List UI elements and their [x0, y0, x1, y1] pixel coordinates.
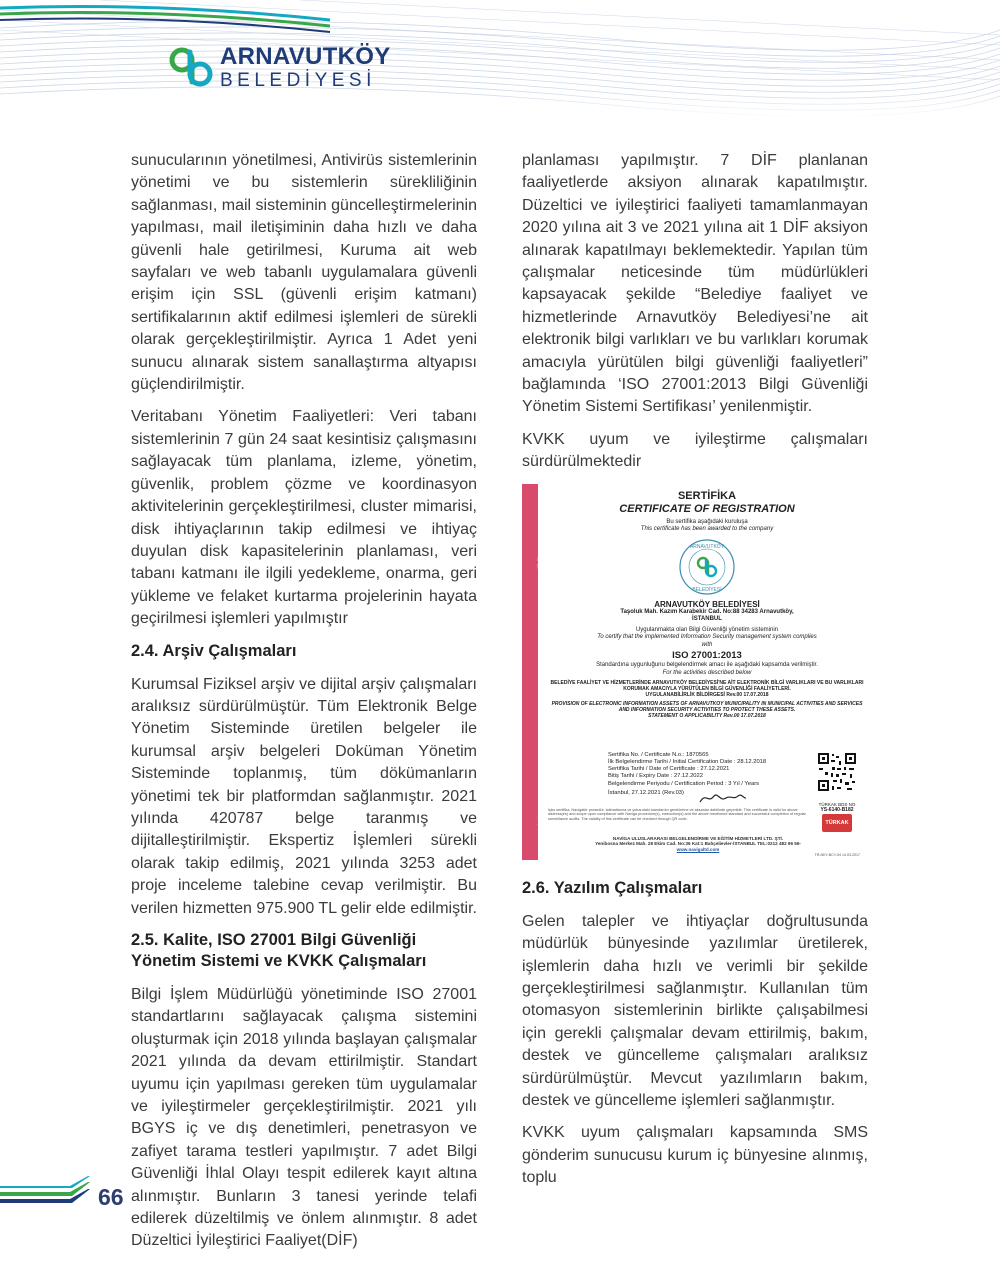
detail-value: 27.12.2022 — [673, 773, 703, 780]
logo-subtitle: BELEDİYESİ — [220, 69, 376, 91]
detail-value: 27.12.2021 — [700, 766, 730, 773]
certificate-detail-row — [608, 766, 798, 773]
header-band — [0, 0, 1000, 118]
certificate-side-strip — [522, 484, 544, 860]
detail-label: Belgelendirme Periyodu / Certification Period : — [608, 780, 727, 787]
paragraph: Gelen talepler ve ihtiyaçlar doğrultusunda müdürlük bünyesinde yazılımlar üretilerek, işlemlerin daha hızlı ve verimli bir şekilde gerçekleştirilmesi sağlanmıştır. Kullanılan tüm otomasyon sistemlerinin birlikte çalışabilmesi için gerekli çalışmalar devam ettirilmiş, bakım, destek ve güncelleme çalışmaları aralıksız sürdürülmüştür. Mevcut yazılımların bakım, destek ve güncelleme işlemleri sağlanmıştır. — [522, 912, 868, 1109]
seal-top-text: ARNAVUTKÖY — [689, 543, 725, 550]
detail-label: İlk Belgelendirme Tarihi / Initial Certification Date : — [608, 758, 736, 765]
turkak-code: TÜRKAK BDS NO — [818, 801, 856, 807]
certificate-awarded-en: This certificate has been awarded to the company — [640, 526, 774, 533]
detail-value: 3 Yıl / Years — [728, 780, 760, 787]
municipality-logo-icon — [168, 44, 214, 90]
right-column — [522, 150, 868, 1200]
logo-name: ARNAVUTKÖY — [220, 42, 391, 70]
section-heading-yazilim: 2.6. Yazılım Çalışmaları — [522, 878, 703, 897]
header-stripes — [0, 0, 1000, 118]
detail-label: Bitiş Tarihi / Expiry Date : — [608, 773, 673, 780]
certificate-applied-en: To certify that the implemented Information Security management system complies — [597, 634, 817, 641]
certificate-awarded-tr: Bu sertifika aşağıdaki kuruluşa — [666, 518, 748, 525]
footer-accent-bar — [0, 1176, 90, 1216]
paragraph: sunucularının yönetilmesi, Antivirüs sistemlerinin yönetimi ve bu sistemlerin sürekliliğinin sağlanması, mail sisteminin güncelleştirmelerinin yapılması, mail iletişiminin daha hızlı ve daha güvenli hale getirilmesi, Kuruma ait web sayfaları ve web tabanlı uygulamalara güvenli erişim için SSL (güvenli erişim katmanı) sertifikalarının aktif edilmesi işlemleri de sürekli olarak gerçekleştirilmiştir. Ayrıca 1 Adet yeni sunucu alınarak sistem sanallaştırma altyapısı güçlendirilmiştir. — [131, 152, 477, 394]
paragraph: Bilgi İşlem Müdürlüğü yönetiminde ISO 27001 standartlarını sağlayacak çalışma sistemini oluşturmak için 2018 yılında başlayan çalışmalar 2021 yılında da devam ettirilmiştir. Standart uyumu için yapılması gereken tüm uygulamalar ve iyileştirmeler gerçekleştirilmiştir. 2021 yılı BGYS iç ve dış denetimleri, penetrasyon ve zafiyet tarama testleri yapılmıştır. 7 adet Bilgi Güvenliği İhlal Olayı tespit edilerek kayıt altına alınmıştır. Bunların 3 tanesi yerinde telafi edilerek düzeltilmiş ve önlem alınmıştır. 8 adet Düzeltici İyileştirici Faaliyet(DİF) — [131, 986, 477, 1250]
seal-bottom-text: BELEDİYESİ — [692, 586, 722, 593]
certificate-soa-en: STATEMENT O APPLICABILITY Rev.00 17.07.2018 — [648, 713, 766, 720]
page-number: 66 — [98, 1184, 124, 1210]
section-heading-kalite: 2.5. Kalite, ISO 27001 Bilgi Güvenliği Yönetim Sistemi ve KVKK Çalışmaları — [131, 931, 427, 970]
certificate-detail-row — [608, 781, 798, 788]
left-column — [131, 150, 477, 1263]
certificate-org-city: İSTANBUL — [692, 616, 722, 623]
paragraph: Veritabanı Yönetim Faaliyetleri: Veri tabanı sistemlerinin 7 gün 24 saat kesintisiz çalışmasını sağlayacak tüm planlama, izleme, yönetim, güvenlik, problem çözme ve koordinasyon aktivitelerinin gerçekleştirilmesi, cluster mimarisi, disk ihtiyaçlarının takip edilmesi ve ihtiyaç duyulan disk kapasitelerinin planlaması, veri tabanı katmanı ile ilgili yedekleme, onarma, geri yükleme ve felaket kurtarma projelerinin hayata geçirilmesi işlemleri yapılmıştır — [131, 408, 477, 628]
paragraph: Kurumsal Fiziksel arşiv ve dijital arşiv çalışmaları aralıksız sürdürülmüştür. Tüm Elektronik Belge Yönetim Sisteminde üretilen belgeler ile kurumsal arşiv belgeleri Doküman Yönetim Sisteminde toplanmış, tüm dökümanların yönetimi tek bir platformdan sağlanmıştır. 2021 yılında 420787 belge taranmış ve dijitalleştirilmiştir. Ekspertiz İşlemleri sürekli olarak takip edilmiş, 2021 yılında 3253 adet proje inceleme talebine cevap verilmiştir. Bu verilen hizmetten 975.900 TL gelir elde edilmiştir. — [131, 675, 477, 917]
certificate-title: SERTİFİKA — [677, 489, 737, 502]
certificate-strip-text: SERTİFİKA | ZERTIFIKAT | CERTIFICATE | CERTIFICADO | СЕРТИФИКАТ | شهادة | 证书 — [538, 555, 544, 844]
detail-value: 28.12.2018 — [737, 758, 767, 765]
paragraph: KVKK uyum ve iyileştirme çalışmaları sürdürülmektedir — [522, 430, 868, 471]
signature-icon — [698, 790, 748, 806]
certificate-soa-tr: UYGULANABİLİRLİK BİLDİRGESİ Rev.00 17.07.2018 — [645, 692, 769, 699]
certificate-footer — [578, 836, 818, 853]
certificate-with: with — [701, 641, 713, 648]
turkak-badge — [816, 802, 858, 838]
iso-certificate-image — [522, 484, 868, 860]
paragraph: KVKK uyum çalışmaları kapsamında SMS gönderim sunucusu kurum iç bünyesine alınmış, toplu — [522, 1124, 868, 1187]
certificate-issue-place: İstanbul, 27.12.2021 (Rev.03) — [608, 789, 684, 796]
qr-code-icon — [817, 752, 857, 792]
certificate-standard: ISO 27001:2013 — [672, 650, 742, 662]
turkak-logo: TÜRKAK — [822, 814, 852, 832]
certificate-footer-company: NAVİGA ULUSLARARASI BELGELENDİRME VE EĞİTİM HİZMETLERİ LTD. ŞTİ. — [612, 835, 784, 841]
certificate-org-address: Taşoluk Mah. Kazım Karabekir Cad. No:88 34283 Arnavutköy, — [620, 609, 794, 615]
certificate-detail-row — [608, 752, 798, 759]
paragraph: planlaması yapılmıştır. 7 DİF planlanan faaliyetlerde aksiyon alınarak kapatılmıştır. Düzeltici ve iyileştirici faaliyeti tamamlanmayan 2020 yılına ait 3 ve 2021 yılına ait 1 DİF aksiyon alınarak kapatılmayı beklemektedir. Yapılan tüm çalışmalar neticesinde tüm müdürlükleri kapsayacak şekilde “Belediye faaliyet ve hizmetlerinde Arnavutköy Belediyesi’ne ait elektronik bilgi varlıkları ve bu varlıkları korumak amacıyla yürütülen bilgi güvenliği faaliyetleri” bağlamında ‘ISO 27001:2013 Bilgi Güvenliği Yönetim Sistemi Sertifikası’ yenilenmiştir. — [522, 152, 868, 416]
section-heading-arsiv: 2.4. Arşiv Çalışmaları — [131, 641, 297, 660]
municipality-seal-icon — [678, 538, 736, 596]
certificate-applied-tr: Uygulanmakta olan Bilgi Güvenliği yönetim sisteminin — [635, 626, 779, 633]
certificate-scope-en: For the activities described below — [662, 669, 752, 676]
detail-label: Sertifika No. / Certificate N.o.: — [608, 751, 685, 758]
certificate-small-print: İşbu sertifika, Navigatör prosedür, talimatlarına ve yukarıdaki standardın gereklerine ve aksanlar dahilinde geçerlidir. This certificate is valid for above address(es) and scope upon compliance with Naviga procedure(s), instruction(s) and the above mentioned standard and successful completion of regular surveillance audits. The validity of this certificate can be checked through QR code. — [548, 807, 806, 821]
detail-label: Sertifika Tarihi / Date of Certificate : — [608, 766, 699, 773]
certificate-footer-website: www.navigaltd.com — [676, 846, 720, 852]
certificate-body — [548, 484, 866, 860]
certificate-scope-text-en: PROVISION OF ELECTRONIC INFORMATION ASSETS OF ARNAVUTKOY MUNICIPALITY IN MUNICIPAL ACTIVITIES AND SERVICES AND INFORMATION SECURITY ACTIVITIES TO PROTECT THESE ASSETS. — [551, 701, 863, 714]
certificate-footer-address: Yenibosna Merkez Mah. 28 Ekim Cad. No:36 Kat:1 Bahçelievler-İSTANBUL TEL:0212 482 96 56- — [595, 841, 801, 847]
certificate-org-name: ARNAVUTKÖY BELEDİYESİ — [654, 599, 760, 609]
certificate-detail-row — [608, 759, 798, 766]
detail-value: 1870565 — [685, 751, 709, 758]
certificate-ref: TR-NKY-BCY-04 14.03.2017 — [814, 852, 860, 857]
certificate-detail-row — [608, 773, 798, 780]
logo — [168, 44, 391, 90]
certificate-scope-text-tr: BELEDİYE FAALİYET VE HİZMETLERİNDE ARNAVUTKÖY BELEDİYESİ'NE AİT ELEKTRONİK BİLGİ VARLIKLARI VE BU VARLIKLARI KORUMAK AMACIYLA YÜRÜTÜLEN BİLGİ GÜVENLİĞİ FAALİYETLERİ. — [550, 680, 864, 693]
certificate-scope-tr: Standardına uygunluğunu belgelendirmek amacı ile aşağıdaki kapsamda verilmiştir. — [596, 662, 818, 669]
certificate-subtitle: CERTIFICATE OF REGISTRATION — [619, 502, 795, 515]
turkak-number: YS-6140-B182 — [820, 806, 854, 813]
